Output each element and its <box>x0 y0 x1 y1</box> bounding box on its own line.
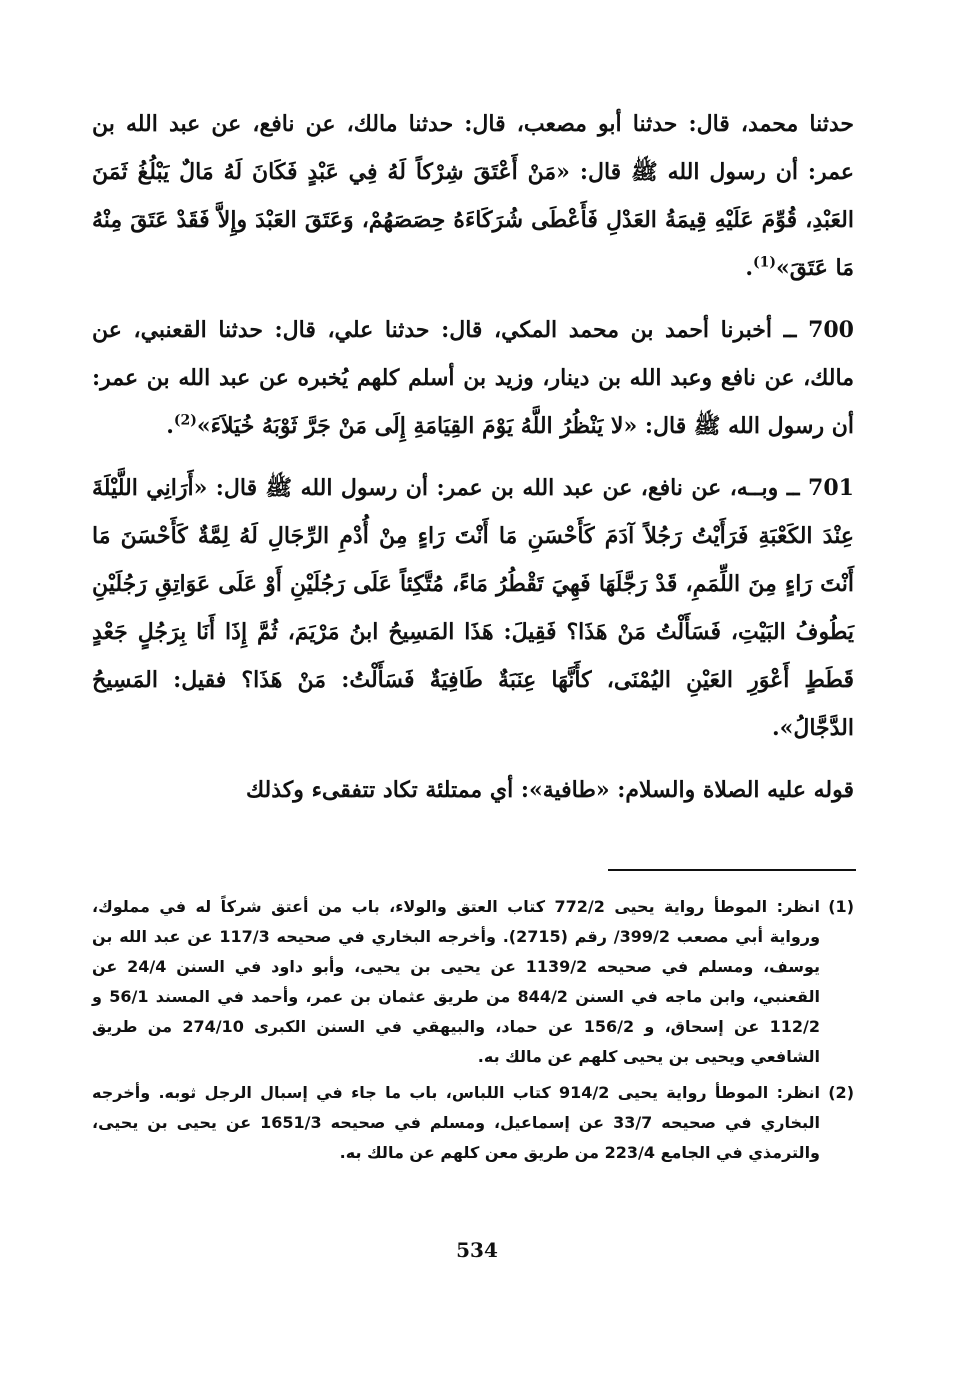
main-text <box>92 100 854 828</box>
paragraph-end: . <box>745 255 753 281</box>
hadith-paragraph-701 <box>92 464 854 752</box>
hadith-number: 701 ــ <box>786 475 854 501</box>
commentary-paragraph <box>92 766 854 814</box>
hadith-text: أخبرنا أحمد بن محمد المكي، قال: حدثنا علي، قال: حدثنا القعنبي، عن مالك، عن نافع وعبد الله بن دينار، وزيد بن أسلم كلهم يُخبره عن عبد الله بن عمر: أن رسول الله ﷺ قال: «لا يَنْظُرُ اللَّهُ يَوْمَ القِيَامَةِ إِلَى مَنْ جَرَّ ثَوْبَهُ خُيَلاَءَ» <box>92 317 854 439</box>
hadith-text: حدثنا محمد، قال: حدثنا أبو مصعب، قال: حدثنا مالك، عن نافع، عن عبد الله بن عمر: أن رسول الله ﷺ قال: «مَنْ أَعْتَقَ شِرْكاً لَهُ فِي عَبْدٍ فَكَانَ لَهُ مَالٌ يَبْلُغُ ثَمَنَ العَبْدِ، قُوِّمَ عَلَيْهِ قِيمَةُ العَدْلِ فَأَعْطَى شُرَكَاءَهُ حِصَصَهُمْ، وَعَتَقَ العَبْدَ وإِلاَّ فَقَدْ عَتَقَ مِنْهُ مَا عَتَقَ» <box>92 111 854 281</box>
footnote-reference: (1) <box>752 254 776 271</box>
footnote-marker: (2) <box>828 1083 854 1102</box>
footnote-divider <box>608 869 856 871</box>
footnote-marker: (1) <box>828 897 854 916</box>
footnotes <box>92 892 854 1174</box>
page-number: 534 <box>456 1238 498 1262</box>
commentary-text: قوله عليه الصلاة والسلام: «طافية»: أي ممتلئة تكاد تتفقىء وكذلك <box>246 777 854 803</box>
paragraph-end: . <box>166 413 174 439</box>
hadith-paragraph <box>92 100 854 292</box>
hadith-paragraph-700 <box>92 306 854 450</box>
footnote-reference: (2) <box>173 412 197 429</box>
hadith-number: 700 ــ <box>783 317 854 343</box>
footnote-text: انظر: الموطأ رواية يحيى 914/2 كتاب اللباس، باب ما جاء في إسبال الرجل ثوبه. وأخرجه البخاري في صحيحه 33/7 عن إسماعيل، ومسلم في صحيحه 1651/3 عن يحيى بن يحيى، والترمذي في الجامع 223/4 من طريق معن كلهم عن مالك به. <box>92 1083 821 1162</box>
footnote-text: انظر: الموطأ رواية يحيى 772/2 كتاب العتق والولاء، باب من أعتق شركاً له في مملوك، ورواية أبي مصعب 399/2/ رقم (2715). وأخرجه البخاري في صحيحه 117/3 عن عبد الله بن يوسف، ومسلم في صحيحه 1139/2 عن يحيى بن يحيى، وأبو داود في السنن 24/4 عن القعنبي، وابن ماجه في السنن 844/2 من طريق عثمان بن عمر، وأحمد في المسند 56/1 و 112/2 عن إسحاق، و 156/2 عن حماد، والبيهقي في السنن الكبرى 274/10 من طريق الشافعي ويحيى بن يحيى كلهم عن مالك به. <box>92 897 821 1066</box>
footnote-1 <box>92 892 854 1072</box>
hadith-text: وبــه، عن نافع، عن عبد الله بن عمر: أن رسول الله ﷺ قال: «أَرَانِي اللَّيْلَةَ عِنْدَ الكَعْبَةِ فَرَأَيْتُ رَجُلاً آدَمَ كَأَحْسَنِ مَا أَنْتَ رَاءٍ مِنْ أُدْمِ الرِّجَالِ لَهُ لِمَّةٌ كَأَحْسَنَ مَا أَنْتَ رَاءٍ مِنَ اللِّمَمِ، قَدْ رَجَّلَهَا فَهِيَ تَقْطُرُ مَاءً، مُتَّكِئاً عَلَى رَجُلَيْنِ أَوْ عَلَى عَوَاتِقِ رَجُلَيْنِ يَطُوفُ البَيْتِ، فَسَأَلْتُ مَنْ هَذَا؟ فَقِيلَ: هَذَا المَسِيحُ ابنُ مَرْيَمَ، ثُمَّ إِذَا أَنَا بِرَجُلٍ جَعْدٍ قَطَطٍ أَعْوَرِ العَيْنِ اليُمْنَى، كأَنَّهَا عِنَبَةٌ طَافِيَةٌ فَسَأَلْتُ: مَنْ هَذَا؟ فقيل: المَسِيحُ الدَّجَّالُ». <box>92 475 855 741</box>
footnote-2 <box>92 1078 854 1168</box>
